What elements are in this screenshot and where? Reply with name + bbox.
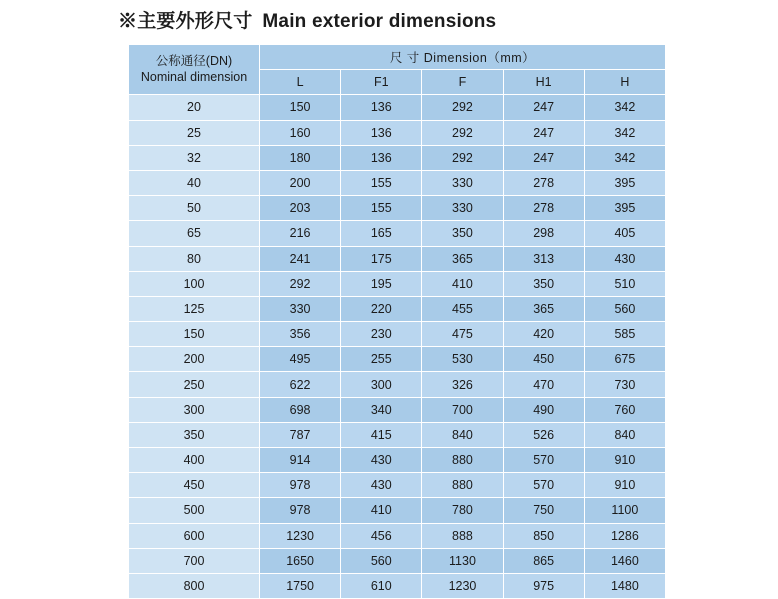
cell-H1: 298 <box>503 221 584 246</box>
cell-F: 330 <box>422 170 503 195</box>
cell-L: 622 <box>260 372 341 397</box>
table-row <box>129 422 666 447</box>
cell-L: 160 <box>260 120 341 145</box>
cell-H: 342 <box>584 95 665 120</box>
cell-F1: 560 <box>341 548 422 573</box>
page-title <box>118 6 496 33</box>
cell-H: 675 <box>584 347 665 372</box>
column-header-nominal-diameter-cn: 公称通径(DN) <box>155 54 233 69</box>
cell-F: 840 <box>422 422 503 447</box>
cell-F1: 195 <box>341 271 422 296</box>
table-row <box>129 322 666 347</box>
cell-nominal-diameter: 150 <box>129 322 260 347</box>
cell-L: 356 <box>260 322 341 347</box>
table-row <box>129 271 666 296</box>
cell-H1: 350 <box>503 271 584 296</box>
table-row <box>129 196 666 221</box>
cell-F: 455 <box>422 296 503 321</box>
cell-nominal-diameter: 80 <box>129 246 260 271</box>
cell-F: 530 <box>422 347 503 372</box>
cell-H1: 313 <box>503 246 584 271</box>
column-header-F1: F1 <box>341 70 422 95</box>
cell-H1: 526 <box>503 422 584 447</box>
cell-H1: 570 <box>503 473 584 498</box>
cell-F1: 136 <box>341 145 422 170</box>
cell-F1: 340 <box>341 397 422 422</box>
cell-L: 180 <box>260 145 341 170</box>
cell-nominal-diameter: 65 <box>129 221 260 246</box>
cell-F1: 415 <box>341 422 422 447</box>
cell-nominal-diameter: 50 <box>129 196 260 221</box>
table-header <box>129 45 666 95</box>
table-row <box>129 498 666 523</box>
cell-nominal-diameter: 250 <box>129 372 260 397</box>
cell-H: 510 <box>584 271 665 296</box>
dimensions-table-container <box>128 44 666 599</box>
cell-L: 1650 <box>260 548 341 573</box>
table-header-row-1 <box>129 45 666 70</box>
cell-nominal-diameter: 350 <box>129 422 260 447</box>
cell-F1: 610 <box>341 573 422 598</box>
cell-F1: 155 <box>341 170 422 195</box>
cell-H1: 278 <box>503 170 584 195</box>
cell-L: 330 <box>260 296 341 321</box>
table-row <box>129 145 666 170</box>
cell-F1: 165 <box>341 221 422 246</box>
column-header-nominal-diameter-en: Nominal dimension <box>140 69 248 84</box>
cell-F1: 230 <box>341 322 422 347</box>
cell-F: 410 <box>422 271 503 296</box>
cell-F: 292 <box>422 120 503 145</box>
cell-H1: 865 <box>503 548 584 573</box>
cell-nominal-diameter: 20 <box>129 95 260 120</box>
cell-L: 698 <box>260 397 341 422</box>
cell-H1: 420 <box>503 322 584 347</box>
table-row <box>129 170 666 195</box>
cell-F: 330 <box>422 196 503 221</box>
table-row <box>129 523 666 548</box>
page-title-english: Main exterior dimensions <box>262 11 497 32</box>
cell-L: 200 <box>260 170 341 195</box>
cell-F: 780 <box>422 498 503 523</box>
cell-F: 700 <box>422 397 503 422</box>
table-row <box>129 372 666 397</box>
cell-H: 430 <box>584 246 665 271</box>
table-row <box>129 473 666 498</box>
column-header-F: F <box>422 70 503 95</box>
column-header-dimension-group: 尺 寸 Dimension（mm） <box>260 45 666 70</box>
dimensions-table <box>128 44 666 599</box>
cell-L: 216 <box>260 221 341 246</box>
column-header-nominal-diameter <box>129 45 260 95</box>
cell-nominal-diameter: 300 <box>129 397 260 422</box>
cell-H1: 278 <box>503 196 584 221</box>
cell-nominal-diameter: 800 <box>129 573 260 598</box>
cell-H1: 975 <box>503 573 584 598</box>
cell-nominal-diameter: 125 <box>129 296 260 321</box>
cell-nominal-diameter: 400 <box>129 448 260 473</box>
title-mark-icon: ※ <box>118 11 138 32</box>
cell-L: 787 <box>260 422 341 447</box>
cell-nominal-diameter: 450 <box>129 473 260 498</box>
cell-nominal-diameter: 100 <box>129 271 260 296</box>
cell-L: 978 <box>260 473 341 498</box>
cell-F1: 300 <box>341 372 422 397</box>
table-row <box>129 548 666 573</box>
cell-H1: 470 <box>503 372 584 397</box>
cell-nominal-diameter: 500 <box>129 498 260 523</box>
cell-H: 395 <box>584 196 665 221</box>
cell-nominal-diameter: 32 <box>129 145 260 170</box>
cell-L: 203 <box>260 196 341 221</box>
cell-nominal-diameter: 40 <box>129 170 260 195</box>
cell-F: 1230 <box>422 573 503 598</box>
cell-F1: 456 <box>341 523 422 548</box>
cell-H: 405 <box>584 221 665 246</box>
table-row <box>129 246 666 271</box>
cell-F1: 136 <box>341 120 422 145</box>
cell-F1: 220 <box>341 296 422 321</box>
cell-L: 150 <box>260 95 341 120</box>
table-row <box>129 397 666 422</box>
cell-L: 1230 <box>260 523 341 548</box>
cell-F: 292 <box>422 145 503 170</box>
cell-F: 888 <box>422 523 503 548</box>
cell-L: 241 <box>260 246 341 271</box>
cell-F1: 175 <box>341 246 422 271</box>
cell-H1: 750 <box>503 498 584 523</box>
cell-H1: 365 <box>503 296 584 321</box>
cell-H1: 247 <box>503 145 584 170</box>
cell-H: 910 <box>584 473 665 498</box>
page-title-chinese: 主要外形尺寸 <box>137 11 253 32</box>
cell-H: 730 <box>584 372 665 397</box>
table-row <box>129 120 666 145</box>
cell-H: 1100 <box>584 498 665 523</box>
cell-L: 978 <box>260 498 341 523</box>
cell-H1: 490 <box>503 397 584 422</box>
cell-H: 560 <box>584 296 665 321</box>
cell-F: 326 <box>422 372 503 397</box>
column-header-H1: H1 <box>503 70 584 95</box>
table-row <box>129 573 666 598</box>
cell-H1: 247 <box>503 95 584 120</box>
cell-H1: 450 <box>503 347 584 372</box>
table-row <box>129 296 666 321</box>
cell-H: 342 <box>584 120 665 145</box>
cell-L: 292 <box>260 271 341 296</box>
cell-F1: 136 <box>341 95 422 120</box>
cell-H: 1460 <box>584 548 665 573</box>
cell-L: 1750 <box>260 573 341 598</box>
table-row <box>129 95 666 120</box>
table-row <box>129 347 666 372</box>
cell-H: 840 <box>584 422 665 447</box>
cell-F1: 255 <box>341 347 422 372</box>
cell-nominal-diameter: 700 <box>129 548 260 573</box>
cell-nominal-diameter: 200 <box>129 347 260 372</box>
cell-H: 395 <box>584 170 665 195</box>
cell-F: 475 <box>422 322 503 347</box>
cell-nominal-diameter: 600 <box>129 523 260 548</box>
cell-F1: 430 <box>341 473 422 498</box>
cell-F: 365 <box>422 246 503 271</box>
table-row <box>129 221 666 246</box>
cell-H: 910 <box>584 448 665 473</box>
cell-H: 1480 <box>584 573 665 598</box>
cell-F: 880 <box>422 473 503 498</box>
cell-nominal-diameter: 25 <box>129 120 260 145</box>
cell-H: 760 <box>584 397 665 422</box>
cell-H: 342 <box>584 145 665 170</box>
cell-F: 350 <box>422 221 503 246</box>
cell-F1: 430 <box>341 448 422 473</box>
column-header-L: L <box>260 70 341 95</box>
cell-F: 880 <box>422 448 503 473</box>
cell-H1: 570 <box>503 448 584 473</box>
cell-F: 292 <box>422 95 503 120</box>
cell-H1: 247 <box>503 120 584 145</box>
table-body <box>129 95 666 599</box>
cell-L: 914 <box>260 448 341 473</box>
cell-H: 1286 <box>584 523 665 548</box>
table-row <box>129 448 666 473</box>
column-header-H: H <box>584 70 665 95</box>
cell-F1: 410 <box>341 498 422 523</box>
cell-H1: 850 <box>503 523 584 548</box>
cell-L: 495 <box>260 347 341 372</box>
cell-F1: 155 <box>341 196 422 221</box>
cell-F: 1130 <box>422 548 503 573</box>
cell-H: 585 <box>584 322 665 347</box>
